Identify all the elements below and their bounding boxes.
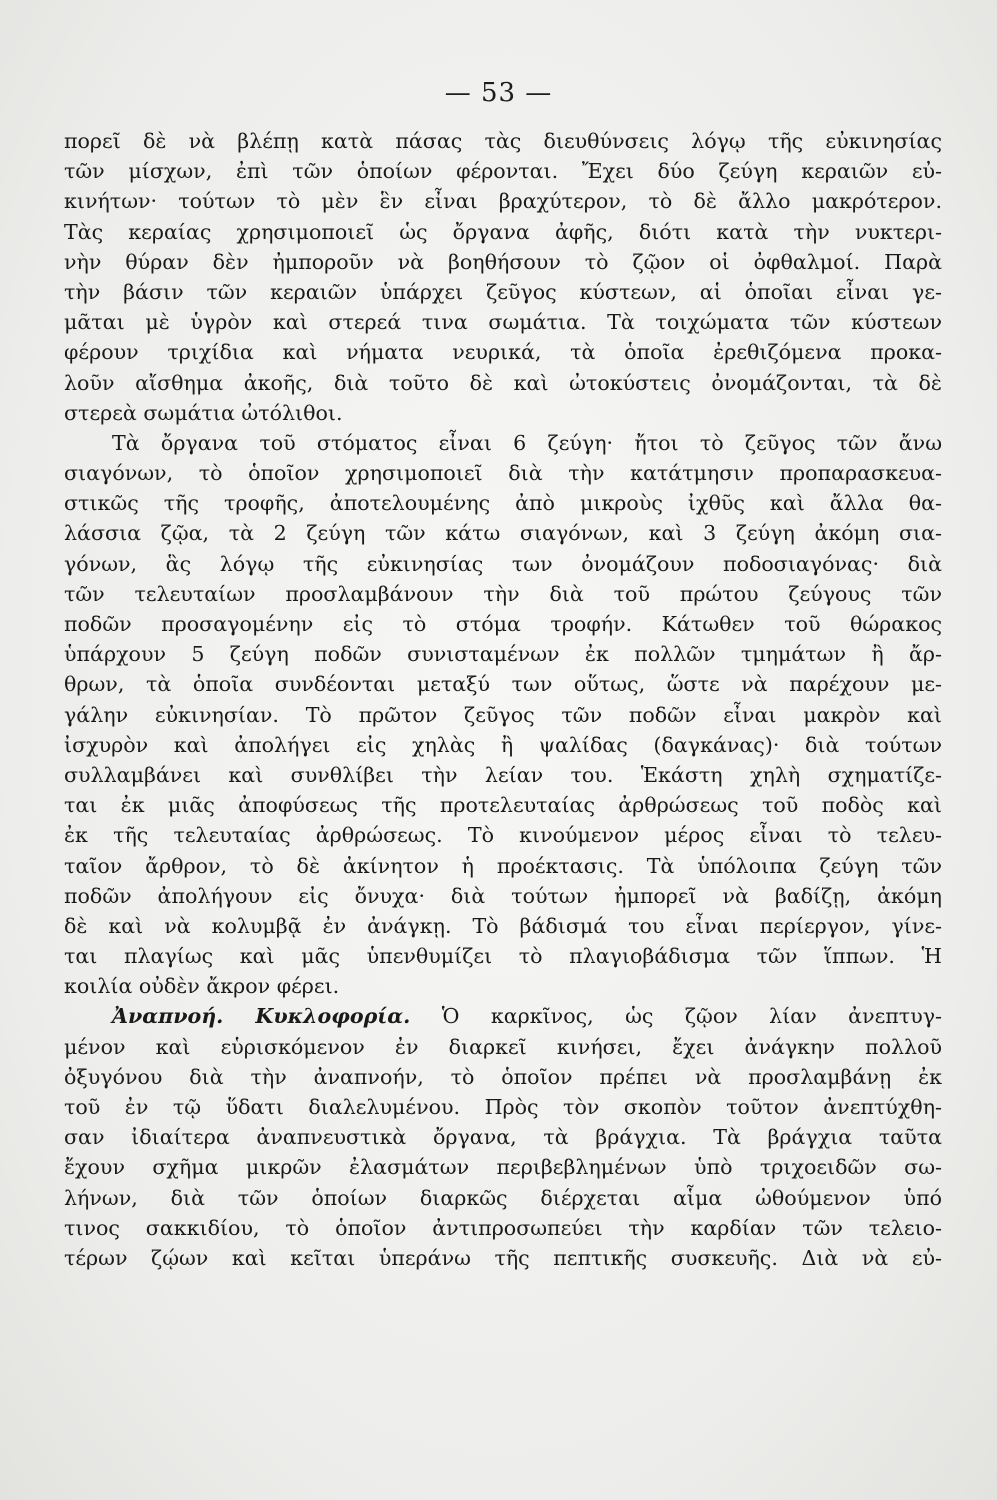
text-line: ἰσχυρὸν καὶ ἀπολήγει εἰς χηλὰς ἢ ψαλίδας (δαγκάνας)· διὰ τούτων [64,732,942,757]
text-line: σαν ἰδιαίτερα ἀναπνευστικὰ ὄργανα, τὰ βράγχια. Τὰ βράγχια ταῦτα [64,1125,942,1150]
text-line: στικῶς τῆς τροφῆς, ἀποτελουμένης ἀπὸ μικροὺς ἰχθῦς καὶ ἄλλα θα- [64,491,942,516]
text-line: μένον καὶ εὑρισκόμενον ἐν διαρκεῖ κινήσει, ἔχει ἀνάγκην πολλοῦ [64,1034,942,1059]
text-line: ποδῶν ἀπολήγουν εἰς ὄνυχα· διὰ τούτων ἠμπορεῖ νὰ βαδίζῃ, ἀκόμη [64,883,942,908]
text-line: θρων, τὰ ὁποῖα συνδέονται μεταξύ των οὕτως, ὥστε νὰ παρέχουν με- [64,672,942,697]
text-line: λήνων, διὰ τῶν ὁποίων διαρκῶς διέρχεται αἷμα ὠθούμενον ὑπό [64,1185,942,1210]
text-line: κινήτων· τούτων τὸ μὲν ἓν εἶναι βραχύτερον, τὸ δὲ ἄλλο μακρότερον. [64,189,942,214]
text-line: ἔχουν σχῆμα μικρῶν ἐλασμάτων περιβεβλημένων ὑπὸ τριχοειδῶν σω- [64,1155,942,1180]
text-line: τὴν βάσιν τῶν κεραιῶν ὑπάρχει ζεῦγος κύστεων, αἱ ὁποῖαι εἶναι γε- [64,279,942,304]
text-line: τῶν τελευταίων προσλαμβάνουν τὴν διὰ τοῦ πρώτου ζεύγους τῶν [64,581,942,606]
text-line: ὀξυγόνου διὰ τὴν ἀναπνοήν, τὸ ὁποῖον πρέπει νὰ προσλαμβάνῃ ἐκ [64,1064,942,1089]
text-line: γάλην εὐκινησίαν. Τὸ πρῶτον ζεῦγος τῶν ποδῶν εἶναι μακρὸν καὶ [64,702,942,727]
page-number: — 53 — [444,78,553,108]
text-line: φέρουν τριχίδια καὶ νήματα νευρικά, τὰ ὁποῖα ἐρεθιζόμενα προκα- [64,340,942,365]
paragraph-3 [64,1001,942,1273]
text-line: κοιλία οὐδὲν ἄκρον φέρει. [64,974,340,999]
paragraph-1 [64,126,942,428]
text-line: Τὰς κεραίας χρησιμοποιεῖ ὡς ὄργανα ἀφῆς, διότι κατὰ τὴν νυκτερι- [64,219,942,244]
paragraph-2 [64,428,942,1002]
text-line: ταῖον ἄρθρον, τὸ δὲ ἀκίνητον ἡ προέκτασις. Τὰ ὑπόλοιπα ζεύγη τῶν [64,853,942,878]
text-line: ται πλαγίως καὶ μᾶς ὑπενθυμίζει τὸ πλαγιοβάδισμα τῶν ἵππων. Ἡ [64,944,942,969]
text-line: ἐκ τῆς τελευταίας ἀρθρώσεως. Τὸ κινούμενον μέρος εἶναι τὸ τελευ- [64,823,942,848]
text-line: σιαγόνων, τὸ ὁποῖον χρησιμοποιεῖ διὰ τὴν κατάτμησιν προπαρασκευα- [64,461,942,486]
text-line: δὲ καὶ νὰ κολυμβᾷ ἐν ἀνάγκῃ. Τὸ βάδισμά του εἶναι περίεργον, γίνε- [64,913,942,938]
text-line: ποδῶν προσαγομένην εἰς τὸ στόμα τροφήν. Κάτωθεν τοῦ θώρακος [64,612,942,636]
text-line: Τὰ ὄργανα τοῦ στόματος εἶναι 6 ζεύγη· ἤτοι τὸ ζεῦγος τῶν ἄνω [112,430,942,455]
text-line: τοῦ ἐν τῷ ὕδατι διαλελυμένου. Πρὸς τὸν σκοπὸν τοῦτον ἀνεπτύχθη- [64,1095,942,1119]
text-line: ὑπάρχουν 5 ζεύγη ποδῶν συνισταμένων ἐκ πολλῶν τμημάτων ἢ ἄρ- [64,642,942,667]
text-line: τῶν μίσχων, ἐπὶ τῶν ὁποίων φέρονται. Ἔχει δύο ζεύγη κεραιῶν εὐ- [64,159,942,184]
body-text [64,126,942,1273]
text-line-rest: Ὁ καρκῖνος, ὡς ζῷον λίαν ἀνεπτυγ- [410,1004,942,1029]
text-line: στερεὰ σωμάτια ὠτόλιθοι. [64,400,343,425]
text-line [64,1001,942,1031]
text-line: λοῦν αἴσθημα ἀκοῆς, διὰ τοῦτο δὲ καὶ ὠτοκύστεις ὀνομάζονται, τὰ δὲ [64,370,942,395]
text-line: ται ἐκ μιᾶς ἀποφύσεως τῆς προτελευταίας ἀρθρώσεως τοῦ ποδὸς καὶ [64,793,942,818]
text-line: μᾶται μὲ ὑγρὸν καὶ στερεά τινα σωμάτια. Τὰ τοιχώματα τῶν κύστεων [64,310,942,335]
text-line: νὴν θύραν δὲν ἠμποροῦν νὰ βοηθήσουν τὸ ζῷον οἱ ὀφθαλμοί. Παρὰ [64,249,942,274]
text-line: συλλαμβάνει καὶ συνθλίβει τὴν λείαν του. Ἑκάστη χηλὴ σχηματίζε- [64,762,942,787]
text-line: τέρων ζῴων καὶ κεῖται ὑπεράνω τῆς πεπτικῆς συσκευῆς. Διὰ νὰ εὐ- [64,1245,942,1270]
text-line: τινος σακκιδίου, τὸ ὁποῖον ἀντιπροσωπεύει τὴν καρδίαν τῶν τελειο- [64,1215,942,1240]
text-line: γόνων, ἃς λόγῳ τῆς εὐκινησίας των ὀνομάζουν ποδοσιαγόνας· διὰ [64,551,942,576]
section-heading: Ἀναπνοή. Κυκλοφορία. [112,1004,411,1029]
text-line: λάσσια ζῷα, τὰ 2 ζεύγη τῶν κάτω σιαγόνων, καὶ 3 ζεύγη ἀκόμη σια- [64,521,942,546]
text-line: πορεῖ δὲ νὰ βλέπῃ κατὰ πάσας τὰς διευθύνσεις λόγῳ τῆς εὐκινησίας [64,129,942,153]
